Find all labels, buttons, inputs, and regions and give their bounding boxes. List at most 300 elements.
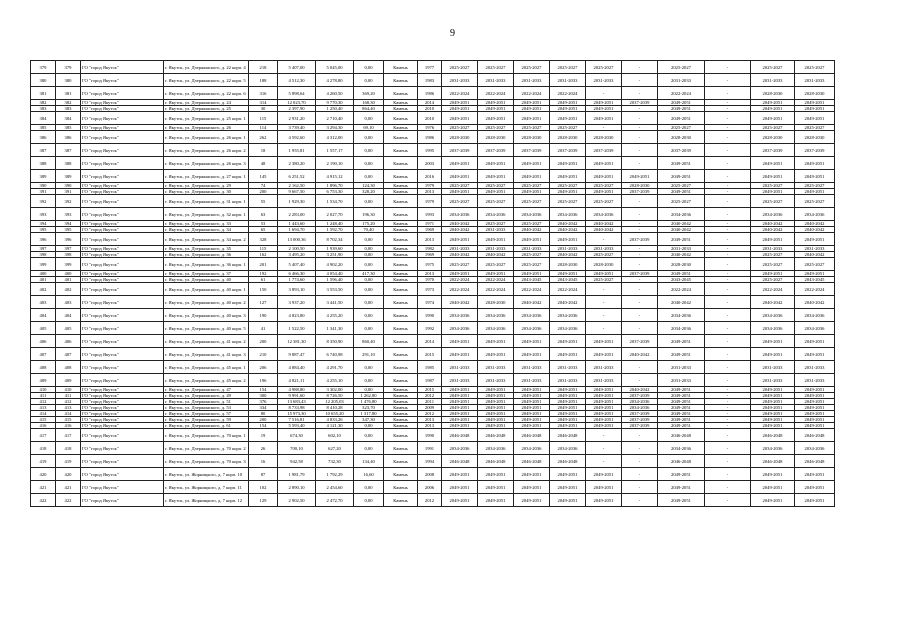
cell-build-year: 2013	[418, 271, 442, 277]
cell-foundation-repair-period: 2049-2051	[795, 233, 835, 246]
cell-address: г. Якутск, ул. Дзержинского, д. 34 корп. 2	[164, 233, 249, 246]
cell-water-repair-period: 2040-2042	[586, 221, 622, 227]
cell-residential-area: 4 291,70	[316, 361, 354, 374]
cell-heating-repair-period: 2049-2051	[550, 112, 586, 125]
cell-facade-repair-period: 2049-2051	[478, 157, 514, 170]
cell-row-number: 382	[31, 100, 56, 106]
cell-wall-material: Камень	[384, 296, 418, 309]
cell-build-year: 1993	[418, 208, 442, 221]
cell-sewer-repair-period: 2034-2036	[751, 208, 795, 221]
cell-build-year: 1990	[418, 429, 442, 442]
cell-residential-area: 1 557,17	[316, 144, 354, 157]
cell-total-area: 7 516,81	[278, 417, 316, 423]
cell-register-number: 391	[56, 189, 81, 195]
cell-address: г. Якутск, ул. Дзержинского, д. 70 корп. 2	[164, 442, 249, 455]
cell-total-area: 2 931,20	[278, 112, 316, 125]
cell-build-year: 1974	[418, 296, 442, 309]
cell-register-number: 411	[56, 393, 81, 399]
cell-total-area: 1 522,50	[278, 322, 316, 335]
cell-sewer-repair-period: 2049-2051	[751, 387, 795, 393]
cell-sewer-repair-period: 2046-2048	[751, 429, 795, 442]
cell-apartments-count: 55	[249, 195, 278, 208]
cell-sewer-repair-period: 2040-2042	[751, 296, 795, 309]
cell-wall-material: Камень	[384, 125, 418, 131]
cell-water-repair-period: 2049-2051	[586, 393, 622, 399]
cell-build-year: 2009	[418, 405, 442, 411]
cell-nonresidential-area: 1 476,80	[354, 399, 384, 405]
cell-row-number: 416	[31, 423, 56, 429]
cell-sewer-repair-period: 2049-2051	[751, 348, 795, 361]
cell-power-repair-period: 2034-2036	[658, 208, 705, 221]
cell-residential-area: 2 472,70	[316, 494, 354, 507]
cell-organization: ГО "город Якутск"	[81, 417, 164, 423]
cell-apartments-count: 154	[249, 387, 278, 393]
cell-foundation-repair-period: 2034-2036	[795, 208, 835, 221]
cell-facade-repair-period: 2049-2051	[478, 423, 514, 429]
cell-row-number: 417	[31, 429, 56, 442]
cell-register-number: 396	[56, 233, 81, 246]
cell-facade-repair-period: 2025-2027	[478, 125, 514, 131]
cell-sewer-repair-period: 2025-2027	[751, 252, 795, 258]
cell-nonresidential-area: 0,00	[354, 442, 384, 455]
cell-apartments-count: 18	[249, 144, 278, 157]
cell-basement-repair-period: 2034-2036	[514, 322, 550, 335]
cell-basement-repair-period: 2022-2024	[514, 283, 550, 296]
cell-residential-area: 5 045,00	[316, 61, 354, 74]
cell-heating-repair-period: 2034-2036	[550, 442, 586, 455]
cell-nonresidential-area: 0,00	[354, 195, 384, 208]
cell-facade-repair-period: 2034-2036	[478, 208, 514, 221]
cell-register-number: 387	[56, 144, 81, 157]
cell-facade-repair-period: 2049-2051	[478, 271, 514, 277]
cell-wall-material: Камень	[384, 468, 418, 481]
cell-basement-repair-period: 2049-2051	[514, 393, 550, 399]
cell-heating-repair-period: 2049-2051	[550, 106, 586, 112]
cell-total-area: 5 407,00	[278, 61, 316, 74]
cell-water-repair-period: 2031-2033	[586, 74, 622, 87]
cell-wall-material: Камень	[384, 233, 418, 246]
cell-address: г. Якутск, ул. Дзержинского, д. 22 корп. 6	[164, 87, 249, 100]
cell-wall-material: Камень	[384, 387, 418, 393]
cell-gas-repair-period: -	[705, 429, 751, 442]
cell-organization: ГО "город Якутск"	[81, 399, 164, 405]
cell-power-repair-period: 2049-2051	[658, 100, 705, 106]
cell-build-year: 2013	[418, 189, 442, 195]
cell-power-repair-period: 2040-2042	[658, 252, 705, 258]
cell-apartments-count: 48	[249, 157, 278, 170]
cell-organization: ГО "город Якутск"	[81, 481, 164, 494]
cell-register-number: 401	[56, 277, 81, 283]
cell-build-year: 2015	[418, 387, 442, 393]
cell-nonresidential-area: 864,40	[354, 106, 384, 112]
cell-power-repair-period: 2049-2051	[658, 335, 705, 348]
cell-build-year: 2010	[418, 106, 442, 112]
cell-nonresidential-area: 0,00	[354, 361, 384, 374]
cell-row-number: 379	[31, 61, 56, 74]
cell-address: г. Якутск, ул. Дзержинского, д. 22 корп. 5	[164, 74, 249, 87]
cell-apartments-count: 334	[249, 405, 278, 411]
cell-organization: ГО "город Якутск"	[81, 283, 164, 296]
cell-nonresidential-area: 0,00	[354, 423, 384, 429]
cell-address: г. Якутск, ул. Дзержинского, д. 35	[164, 246, 249, 252]
cell-power-repair-period: 2040-2042	[658, 221, 705, 227]
cell-gas-repair-period: -	[705, 455, 751, 468]
table-row	[31, 144, 877, 157]
cell-nonresidential-area: 0,00	[354, 429, 384, 442]
cell-elevator-repair-period: -	[622, 157, 658, 170]
cell-register-number: 399	[56, 258, 81, 271]
cell-register-number: 405	[56, 322, 81, 335]
cell-apartments-count: 201	[249, 258, 278, 271]
cell-power-repair-period: 2022-2024	[658, 283, 705, 296]
cell-roof-repair-period: 2037-2039	[442, 144, 478, 157]
cell-register-number: 390	[56, 183, 81, 189]
cell-water-repair-period: -	[586, 309, 622, 322]
cell-basement-repair-period: 2031-2033	[514, 246, 550, 252]
cell-wall-material: Камень	[384, 112, 418, 125]
cell-basement-repair-period: 2022-2024	[514, 87, 550, 100]
cell-total-area: 9 991,60	[278, 393, 316, 399]
cell-row-number: 421	[31, 481, 56, 494]
cell-basement-repair-period: 2049-2051	[514, 481, 550, 494]
cell-register-number: 383	[56, 106, 81, 112]
table-row	[31, 112, 877, 125]
table-row	[31, 374, 877, 387]
cell-facade-repair-period: 2031-2033	[478, 74, 514, 87]
cell-build-year: 2006	[418, 481, 442, 494]
cell-facade-repair-period: 2049-2051	[478, 189, 514, 195]
cell-water-repair-period: 2049-2051	[586, 423, 622, 429]
cell-roof-repair-period: 2040-2042	[442, 252, 478, 258]
cell-address: г. Якутск, ул. Жорницкого, д. 7 корп. 12	[164, 494, 249, 507]
cell-row-number: 396	[31, 233, 56, 246]
cell-foundation-repair-period: 2037-2039	[795, 144, 835, 157]
cell-total-area: 4 512,30	[278, 74, 316, 87]
cell-water-repair-period: 2040-2042	[586, 227, 622, 233]
cell-roof-repair-period: 2049-2051	[442, 405, 478, 411]
cell-organization: ГО "город Якутск"	[81, 309, 164, 322]
cell-apartments-count: 188	[249, 74, 278, 87]
cell-power-repair-period: 2049-2051	[658, 468, 705, 481]
cell-water-repair-period: 2049-2051	[586, 112, 622, 125]
cell-total-area: 3 739,40	[278, 125, 316, 131]
cell-residential-area: 602,10	[316, 429, 354, 442]
cell-power-repair-period: 2031-2033	[658, 246, 705, 252]
cell-elevator-repair-period: -	[622, 74, 658, 87]
cell-sewer-repair-period: 2049-2051	[751, 468, 795, 481]
cell-gas-repair-period: -	[705, 411, 751, 417]
cell-register-number: 407	[56, 348, 81, 361]
cell-basement-repair-period: 2025-2027	[514, 61, 550, 74]
cell-power-repair-period: 2034-2036	[658, 442, 705, 455]
cell-facade-repair-period: 2049-2051	[478, 335, 514, 348]
cell-organization: ГО "город Якутск"	[81, 442, 164, 455]
cell-foundation-repair-period: 2040-2042	[795, 227, 835, 233]
cell-nonresidential-area: 16,60	[354, 468, 384, 481]
cell-apartments-count: 200	[249, 417, 278, 423]
cell-facade-repair-period: 2049-2051	[478, 393, 514, 399]
cell-roof-repair-period: 2034-2036	[442, 442, 478, 455]
cell-gas-repair-period: -	[705, 405, 751, 411]
cell-row-number: 389	[31, 170, 56, 183]
cell-address: г. Якутск, ул. Дзержинского, д. 47	[164, 387, 249, 393]
cell-nonresidential-area: 0,00	[354, 157, 384, 170]
cell-facade-repair-period: 2049-2051	[478, 100, 514, 106]
cell-row-number: 420	[31, 468, 56, 481]
cell-organization: ГО "город Якутск"	[81, 208, 164, 221]
register-table-wrapper	[30, 60, 876, 507]
cell-apartments-count: 200	[249, 335, 278, 348]
cell-elevator-repair-period: -	[622, 221, 658, 227]
cell-address: г. Якутск, ул. Дзержинского, д. 26	[164, 125, 249, 131]
cell-roof-repair-period: 2025-2027	[442, 125, 478, 131]
cell-row-number: 418	[31, 442, 56, 455]
cell-row-number: 401	[31, 277, 56, 283]
cell-total-area: 1 929,30	[278, 195, 316, 208]
cell-register-number: 389	[56, 170, 81, 183]
cell-facade-repair-period: 2046-2048	[478, 429, 514, 442]
cell-roof-repair-period: 2022-2024	[442, 277, 478, 283]
cell-residential-area: 4 054,40	[316, 271, 354, 277]
cell-sewer-repair-period: 2049-2051	[751, 189, 795, 195]
cell-basement-repair-period: 2049-2051	[514, 494, 550, 507]
cell-sewer-repair-period: 2034-2036	[751, 442, 795, 455]
cell-heating-repair-period: 2049-2051	[550, 387, 586, 393]
table-row	[31, 157, 877, 170]
cell-gas-repair-period: -	[705, 157, 751, 170]
cell-residential-area: 3 251,90	[316, 252, 354, 258]
cell-register-number: 419	[56, 455, 81, 468]
cell-sewer-repair-period: 2025-2027	[751, 277, 795, 283]
cell-apartments-count: 115	[249, 112, 278, 125]
cell-roof-repair-period: 2049-2051	[442, 393, 478, 399]
cell-nonresidential-area: 323,70	[354, 405, 384, 411]
cell-register-number: 388	[56, 157, 81, 170]
cell-residential-area: 4 260,50	[316, 87, 354, 100]
cell-power-repair-period: 2031-2033	[658, 374, 705, 387]
cell-organization: ГО "город Якутск"	[81, 258, 164, 271]
cell-roof-repair-period: 2049-2051	[442, 233, 478, 246]
cell-roof-repair-period: 2049-2051	[442, 100, 478, 106]
table-row	[31, 361, 877, 374]
cell-elevator-repair-period: -	[622, 322, 658, 335]
cell-residential-area: 1 792,29	[316, 468, 354, 481]
cell-row-number: 410	[31, 387, 56, 393]
cell-water-repair-period: -	[586, 87, 622, 100]
cell-gas-repair-period: -	[705, 125, 751, 131]
cell-row-number: 415	[31, 417, 56, 423]
table-row	[31, 258, 877, 271]
cell-basement-repair-period: 2046-2048	[514, 455, 550, 468]
cell-wall-material: Камень	[384, 393, 418, 399]
cell-organization: ГО "город Якутск"	[81, 125, 164, 131]
cell-heating-repair-period: 2022-2024	[550, 87, 586, 100]
cell-residential-area: 2 454,60	[316, 481, 354, 494]
cell-organization: ГО "город Якутск"	[81, 144, 164, 157]
cell-gas-repair-period: -	[705, 393, 751, 399]
cell-wall-material: Камень	[384, 309, 418, 322]
cell-build-year: 1973	[418, 283, 442, 296]
cell-foundation-repair-period: 2031-2033	[795, 361, 835, 374]
cell-basement-repair-period: 2049-2051	[514, 106, 550, 112]
table-row	[31, 309, 877, 322]
cell-facade-repair-period: 2034-2036	[478, 322, 514, 335]
cell-organization: ГО "город Якутск"	[81, 322, 164, 335]
cell-nonresidential-area: 134,40	[354, 455, 384, 468]
cell-address: г. Якутск, ул. Дзержинского, д. 40 корп. 5	[164, 322, 249, 335]
cell-foundation-repair-period: 2049-2051	[795, 189, 835, 195]
cell-roof-repair-period: 2049-2051	[442, 423, 478, 429]
cell-foundation-repair-period: 2049-2051	[795, 100, 835, 106]
cell-residential-area: 6 740,98	[316, 348, 354, 361]
cell-residential-area: 1 534,70	[316, 195, 354, 208]
cell-elevator-repair-period: 2040-2042	[622, 348, 658, 361]
cell-address: г. Якутск, ул. Дзержинского, д. 40 корп. 3	[164, 309, 249, 322]
cell-register-number: 398	[56, 252, 81, 258]
cell-elevator-repair-period: -	[622, 481, 658, 494]
cell-nonresidential-area: 0,00	[354, 481, 384, 494]
cell-foundation-repair-period: 2049-2051	[795, 481, 835, 494]
cell-register-number: 414	[56, 411, 81, 417]
cell-residential-area: 8 726,50	[316, 393, 354, 399]
cell-organization: ГО "город Якутск"	[81, 246, 164, 252]
cell-nonresidential-area: 175,20	[354, 221, 384, 227]
cell-residential-area: 10 655,20	[316, 411, 354, 417]
cell-build-year: 2015	[418, 348, 442, 361]
cell-register-number: 392	[56, 195, 81, 208]
cell-organization: ГО "город Якутск"	[81, 100, 164, 106]
cell-power-repair-period: 2049-2051	[658, 112, 705, 125]
cell-elevator-repair-period: 2037-2039	[622, 335, 658, 348]
cell-elevator-repair-period: -	[622, 106, 658, 112]
cell-organization: ГО "город Якутск"	[81, 87, 164, 100]
cell-row-number: 413	[31, 405, 56, 411]
table-row	[31, 131, 877, 144]
cell-power-repair-period: 2040-2042	[658, 296, 705, 309]
cell-foundation-repair-period: 2040-2042	[795, 221, 835, 227]
cell-basement-repair-period: 2040-2042	[514, 227, 550, 233]
cell-facade-repair-period: 2049-2051	[478, 387, 514, 393]
cell-sewer-repair-period: 2025-2027	[751, 258, 795, 271]
cell-roof-repair-period: 2034-2036	[442, 322, 478, 335]
cell-wall-material: Камень	[384, 87, 418, 100]
cell-water-repair-period: -	[586, 429, 622, 442]
table-row	[31, 335, 877, 348]
cell-wall-material: Камень	[384, 246, 418, 252]
cell-basement-repair-period: 2049-2051	[514, 112, 550, 125]
cell-build-year: 1977	[418, 61, 442, 74]
cell-heating-repair-period: 2040-2042	[550, 252, 586, 258]
cell-power-repair-period: 2049-2051	[658, 189, 705, 195]
cell-roof-repair-period: 2049-2051	[442, 157, 478, 170]
cell-residential-area: 12 205,03	[316, 399, 354, 405]
cell-address: г. Якутск, ул. Дзержинского, д. 41 корп. 2	[164, 335, 249, 348]
cell-sewer-repair-period: 2049-2051	[751, 399, 795, 405]
cell-sewer-repair-period: 2025-2027	[751, 61, 795, 74]
cell-wall-material: Камень	[384, 258, 418, 271]
cell-total-area: 2 890,10	[278, 481, 316, 494]
cell-facade-repair-period: 2049-2051	[478, 106, 514, 112]
cell-heating-repair-period: 2034-2036	[550, 208, 586, 221]
cell-residential-area: 1 341,30	[316, 322, 354, 335]
cell-water-repair-period: 2025-2027	[586, 61, 622, 74]
cell-gas-repair-period: -	[705, 258, 751, 271]
cell-basement-repair-period: 2034-2036	[514, 442, 550, 455]
cell-gas-repair-period: -	[705, 442, 751, 455]
cell-organization: ГО "город Якутск"	[81, 189, 164, 195]
cell-residential-area: 4 915,12	[316, 170, 354, 183]
cell-water-repair-period: -	[586, 442, 622, 455]
cell-wall-material: Камень	[384, 423, 418, 429]
cell-power-repair-period: 2049-2051	[658, 393, 705, 399]
cell-facade-repair-period: 2025-2027	[478, 183, 514, 189]
cell-power-repair-period: 2049-2051	[658, 399, 705, 405]
cell-water-repair-period: 2049-2051	[586, 481, 622, 494]
cell-basement-repair-period: 2031-2033	[514, 361, 550, 374]
cell-water-repair-period: 2049-2051	[586, 417, 622, 423]
cell-register-number: 410	[56, 387, 81, 393]
cell-water-repair-period: 2049-2051	[586, 100, 622, 106]
cell-total-area: 1 443,60	[278, 221, 316, 227]
cell-roof-repair-period: 2031-2033	[442, 374, 478, 387]
cell-total-area: 2 283,00	[278, 208, 316, 221]
cell-sewer-repair-period: 2049-2051	[751, 233, 795, 246]
cell-apartments-count: 65	[249, 227, 278, 233]
cell-facade-repair-period: 2040-2042	[478, 252, 514, 258]
cell-sewer-repair-period: 2025-2027	[751, 183, 795, 189]
cell-sewer-repair-period: 2046-2048	[751, 455, 795, 468]
cell-address: г. Якутск, ул. Дзержинского, д. 27 корп. 1	[164, 170, 249, 183]
cell-apartments-count: 316	[249, 87, 278, 100]
cell-gas-repair-period: -	[705, 233, 751, 246]
cell-foundation-repair-period: 2049-2051	[795, 112, 835, 125]
cell-heating-repair-period: 2025-2027	[550, 183, 586, 189]
cell-residential-area: 9 770,30	[316, 100, 354, 106]
cell-apartments-count: 61	[249, 277, 278, 283]
cell-facade-repair-period: 2049-2051	[478, 348, 514, 361]
cell-water-repair-period: 2031-2033	[586, 246, 622, 252]
table-row	[31, 348, 877, 361]
cell-build-year: 1969	[418, 227, 442, 233]
cell-foundation-repair-period: 2049-2051	[795, 423, 835, 429]
cell-facade-repair-period: 2037-2039	[478, 144, 514, 157]
cell-build-year: 1971	[418, 221, 442, 227]
cell-basement-repair-period: 2031-2033	[514, 74, 550, 87]
cell-foundation-repair-period: 2034-2036	[795, 442, 835, 455]
cell-total-area: 5 593,40	[278, 423, 316, 429]
cell-build-year: 1969	[418, 252, 442, 258]
cell-heating-repair-period: 2031-2033	[550, 374, 586, 387]
cell-sewer-repair-period: 2031-2033	[751, 246, 795, 252]
cell-foundation-repair-period: 2031-2033	[795, 74, 835, 87]
cell-total-area: 2 100,50	[278, 246, 316, 252]
cell-gas-repair-period: -	[705, 468, 751, 481]
cell-roof-repair-period: 2049-2051	[442, 112, 478, 125]
cell-residential-area: 3 302,00	[316, 387, 354, 393]
cell-row-number: 399	[31, 258, 56, 271]
table-row	[31, 296, 877, 309]
cell-power-repair-period: 2043-2045	[658, 277, 705, 283]
cell-basement-repair-period: 2046-2048	[514, 429, 550, 442]
cell-sewer-repair-period: 2049-2051	[751, 157, 795, 170]
cell-sewer-repair-period: 2049-2051	[751, 271, 795, 277]
cell-organization: ГО "город Якутск"	[81, 374, 164, 387]
cell-basement-repair-period: 2049-2051	[514, 335, 550, 348]
cell-basement-repair-period: 2049-2051	[514, 100, 550, 106]
cell-foundation-repair-period: 2025-2027	[795, 183, 835, 189]
cell-address: г. Якутск, ул. Жорницкого, д. 7 корп. 10	[164, 468, 249, 481]
cell-power-repair-period: 2025-2027	[658, 195, 705, 208]
